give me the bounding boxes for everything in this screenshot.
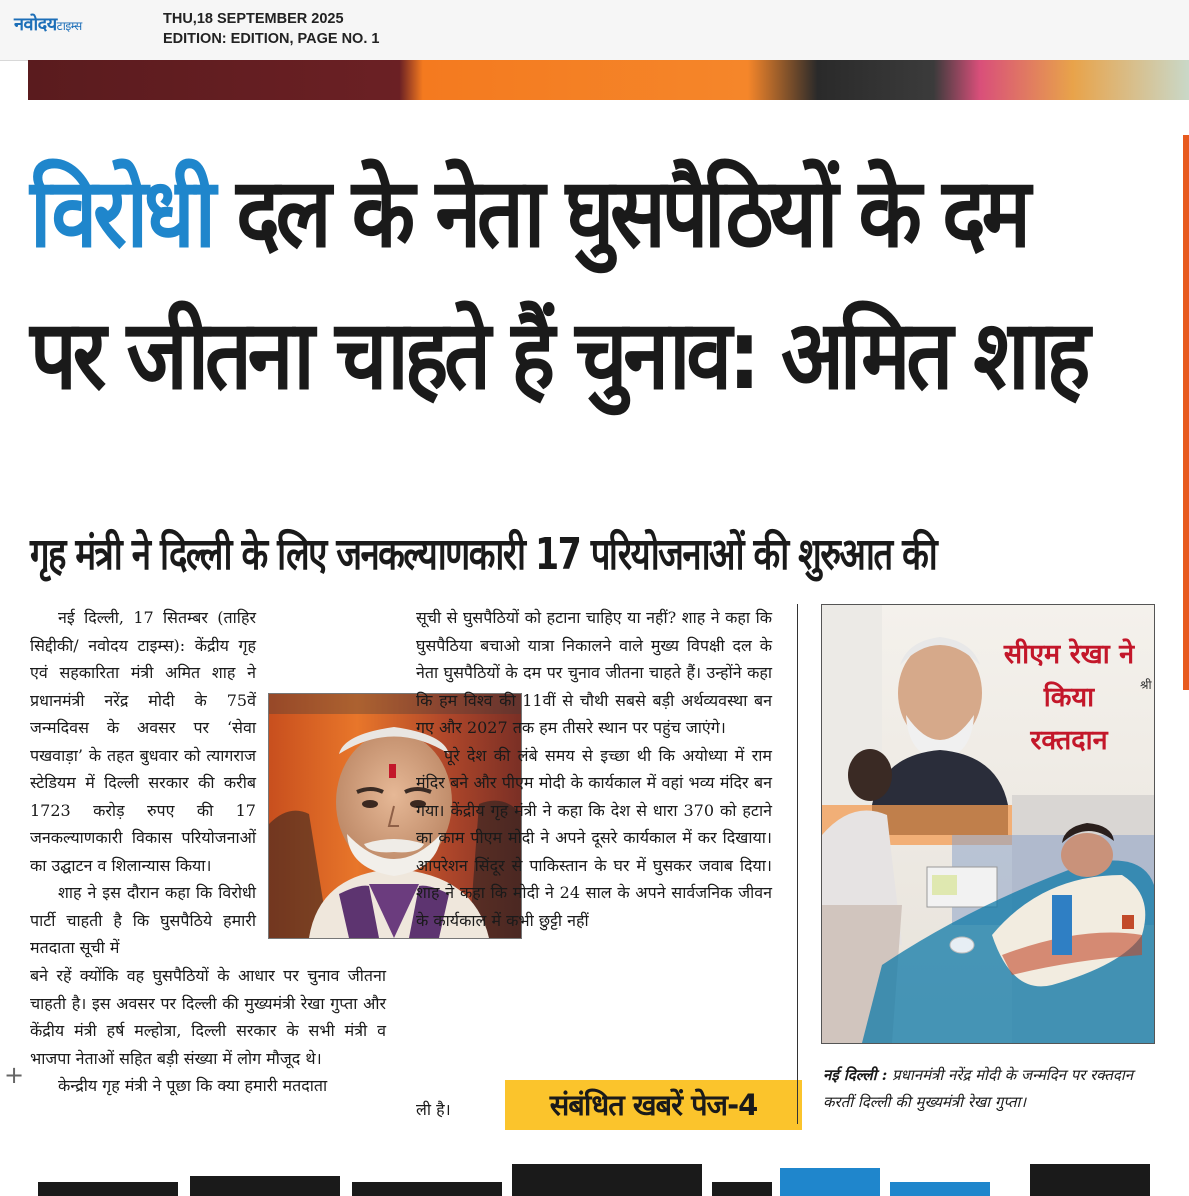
caption-text: प्रधानमंत्री नरेंद्र मोदी के जन्मदिन पर रक्तदान करतीं दिल्ली की मुख्यमंत्री रेखा गुप्ता। [823,1066,1134,1111]
article-column-2-end [416,1096,496,1124]
top-bar [0,0,1189,61]
article-paragraph-2-continued: बने रहें क्योंकि वह घुसपैठियों के आधार पर चुनाव जीतना चाहती है। इस अवसर पर दिल्ली की मुख्यमंत्री रेखा गुप्ता और केंद्रीय मंत्री हर्ष मल्होत्रा, दिल्ली सरकार के सभी मंत्री व भाजपा नेताओं सहित बड़ी संख्या में लोग मौजूद थे। [30,966,386,1068]
article-paragraph-4: सूची से घुसपैठियों को हटाना चाहिए या नहीं? शाह ने कहा कि घुसपैठिया बचाओ यात्रा निकालने वाले मुख्य विपक्षी दल के नेता घुसपैठियों के दम पर चुनाव जीतना चाहते हैं। उन्होंने कहा कि हम विश्व की 11वीं से चौथी सबसे बड़ी अर्थव्यवस्था बन गए और 2027 तक हम तीसरे स्थान पर पहुंच जाएंगे। [416,608,772,737]
subheadline: गृह मंत्री ने दिल्ली के लिए जनकल्याणकारी 17 परियोजनाओं की शुरुआत की [30,529,937,580]
newspaper-logo[interactable] [14,12,82,36]
headline-line-2: पर जीतना चाहते हैं चुनाव: अमित शाह [30,299,1087,411]
dateline [163,9,379,49]
adjacent-page-edge [1183,135,1189,690]
photo-edge-text: श्री [1140,678,1152,692]
caption-place: नई दिल्ली : [823,1066,888,1084]
article-paragraph-3: केन्द्रीय गृह मंत्री ने पूछा कि क्या हमारी मतदाता [58,1076,328,1095]
related-news-box[interactable]: संबंधित खबरें पेज-4 [505,1080,802,1130]
column-divider [797,604,798,1124]
edition-date: THU,18 SEPTEMBER 2025 [163,11,344,27]
crop-mark-icon: + [4,1061,25,1089]
headline-line-1-rest: दल के नेता घुसपैठियों के दम [211,157,1027,269]
article-column-1-top [30,604,256,962]
logo-sub: टाइम्स [56,19,82,33]
photo-caption [823,1062,1157,1116]
edition-page: EDITION: EDITION, PAGE NO. 1 [163,31,380,47]
top-banner-image [28,60,1189,100]
article-column-1-bottom [30,962,386,1100]
next-headline-fragment [30,1156,1160,1196]
article-paragraph-1: नई दिल्ली, 17 सितम्बर (ताहिर सिद्दीकी/ नवोदय टाइम्स): केंद्रीय गृह एवं सहकारिता मंत्री अमित शाह ने प्रधानमंत्री नरेंद्र मोदी के 75वें जन्मदिवस के अवसर पर ‘सेवा पखवाड़ा’ के तहत बुधवार को त्यागराज स्टेडियम में दिल्ली सरकार की करीब 1723 करोड़ रुपए की 17 जनकल्याणकारी विकास परियोजनाओं का उद्घाटन व शिलान्यास किया। [30,608,256,875]
article-paragraph-5: पूरे देश की लंबे समय से इच्छा थी कि अयोध्या में राम मंदिर बने और पीएम मोदी के कार्यकाल में वहां भव्य मंदिर बन गया। केंद्रीय गृह मंत्री ने कहा कि देश से धारा 370 को हटाने का काम पीएम मोदी ने अपने दूसरे कार्यकाल में कर दिखाया। आपरेशन सिंदूर से पाकिस्तान के घर में घुसकर जवाब दिया। शाह ने कहा कि मोदी ने 24 साल के अपने सार्वजनिक जीवन के कार्यकाल में कभी छुट्टी नहीं [416,745,772,930]
headline-line-1 [30,158,1027,268]
logo-main: नवोदय [14,14,57,35]
article-column-2 [416,604,772,934]
headline-highlight: विरोधी [30,157,212,269]
article-end-text: ली है। [416,1100,451,1119]
article-paragraph-2: शाह ने इस दौरान कहा कि विरोधी पार्टी चाहती है कि घुसपैठिये हमारी मतदाता सूची में [30,883,256,957]
photo-overlay-title: सीएम रेखा ने किया रक्तदान [1003,639,1135,756]
next-headline-peek [30,1156,1160,1196]
